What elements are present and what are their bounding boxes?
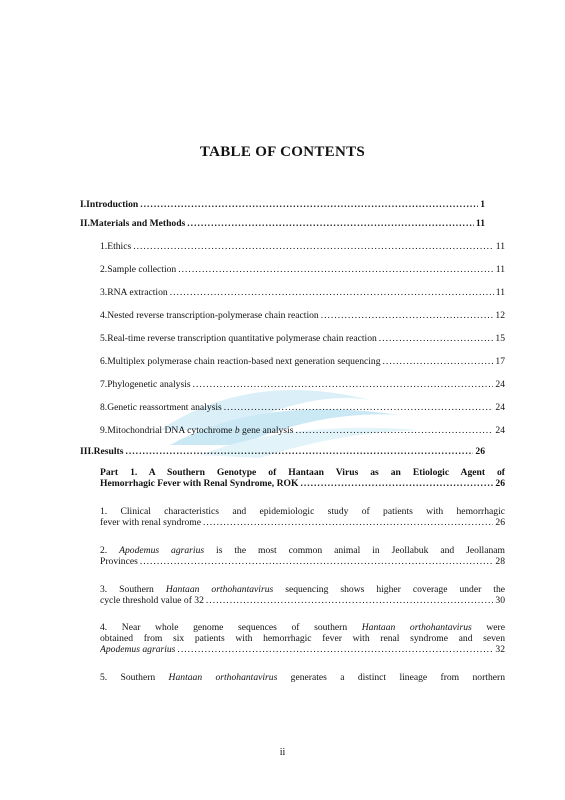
- toc-entry-rt-qpcr[interactable]: [80, 333, 505, 344]
- toc-entry-introduction[interactable]: [80, 199, 485, 210]
- toc-page: 30: [495, 595, 505, 606]
- toc-entry-materials-methods[interactable]: [80, 218, 485, 229]
- toc-number: I.: [80, 199, 87, 210]
- toc-number: 5.: [100, 333, 108, 344]
- toc-label: Real-time reverse transcription quantitative polymerase chain reaction: [107, 333, 377, 344]
- toc-label: Genetic reassortment analysis: [107, 402, 222, 413]
- dot-leader: [383, 356, 494, 367]
- toc-label-line2: Hemorrhagic Fever with Renal Syndrome, ROK: [100, 478, 299, 489]
- toc-page: 15: [495, 333, 505, 344]
- toc-label-line1: Part 1. A Southern Genotype of Hantaan Virus as an Etiologic Agent of: [100, 467, 505, 478]
- toc-number: 9.: [100, 425, 108, 436]
- dot-leader: [125, 446, 473, 457]
- dot-leader: [379, 333, 494, 344]
- dot-leader: [193, 379, 494, 390]
- toc-number: 8.: [100, 402, 108, 413]
- toc-label-line1: 5. Southern Hantaan orthohantavirus generates a distinct lineage from northern: [100, 672, 505, 683]
- toc-entry-section-1[interactable]: [80, 506, 505, 528]
- page-number: ii: [279, 747, 286, 758]
- toc-label: Mitochondrial DNA cytochrome b gene analysis: [107, 425, 294, 436]
- toc-number: 6.: [100, 356, 108, 367]
- toc-label: Sample collection: [107, 264, 177, 275]
- toc-number: 3.: [100, 287, 108, 298]
- toc-entry-section-5[interactable]: [80, 672, 505, 683]
- toc-label: Results: [93, 446, 124, 457]
- toc-page: 11: [495, 287, 505, 298]
- toc-label-line1: 2. Apodemus agrarius is the most common animal in Jeollabuk and Jeollanam: [100, 545, 505, 556]
- toc-entry-phylogenetic-analysis[interactable]: [80, 379, 505, 390]
- toc-label-line2: obtained from six patients with hemorrhagic fever with renal syndrome and seven: [100, 633, 505, 644]
- toc-label-line1: 4. Near whole genome sequences of southern Hantaan orthohantavirus were: [100, 622, 505, 633]
- toc-number: II.: [80, 218, 90, 229]
- toc-entry-sample-collection[interactable]: [80, 264, 505, 275]
- dot-leader: [300, 478, 493, 489]
- dot-leader: [295, 425, 493, 436]
- toc-page: 24: [495, 402, 505, 413]
- toc-number: 7.: [100, 379, 108, 390]
- toc-entry-mitochondrial-dna[interactable]: [80, 425, 505, 436]
- toc-label: Ethics: [107, 241, 132, 252]
- dot-leader: [206, 595, 494, 606]
- dot-leader: [140, 199, 478, 210]
- toc-number: 1.: [100, 241, 108, 252]
- toc-label: Multiplex polymerase chain reaction-based next generation sequencing: [107, 356, 381, 367]
- dot-leader: [177, 644, 493, 655]
- toc-number: III.: [80, 446, 94, 457]
- toc-page: 26: [475, 446, 485, 457]
- toc-label: Phylogenetic analysis: [107, 379, 191, 390]
- toc-label-line3: Apodemus agrarius: [100, 644, 176, 655]
- toc-label-line2: fever with renal syndrome: [100, 517, 201, 528]
- toc-label: RNA extraction: [107, 287, 168, 298]
- dot-leader: [178, 264, 494, 275]
- toc-label-line2: Provinces: [100, 556, 138, 567]
- toc-number: 2.: [100, 264, 108, 275]
- toc-entry-section-2[interactable]: [80, 545, 505, 567]
- toc-page: 26: [495, 517, 505, 528]
- toc-entry-rna-extraction[interactable]: [80, 287, 505, 298]
- toc-page: 17: [495, 356, 505, 367]
- toc-label: Nested reverse transcription-polymerase chain reaction: [107, 310, 319, 321]
- dot-leader: [170, 287, 494, 298]
- toc-page: 11: [495, 264, 505, 275]
- toc-page: 24: [495, 425, 505, 436]
- dot-leader: [133, 241, 494, 252]
- toc-label-line2: cycle threshold value of 32: [100, 595, 204, 606]
- toc-page: 12: [495, 310, 505, 321]
- toc-entry-section-4[interactable]: [80, 622, 505, 655]
- dot-leader: [321, 310, 494, 321]
- toc-number: 4.: [100, 310, 108, 321]
- dot-leader: [140, 556, 494, 567]
- toc-label-line1: 1. Clinical characteristics and epidemiologic study of patients with hemorrhagic: [100, 506, 505, 517]
- toc-label: Materials and Methods: [89, 218, 186, 229]
- toc-entry-nested-rt-pcr[interactable]: [80, 310, 505, 321]
- toc-page: 28: [495, 556, 505, 567]
- toc-entry-results[interactable]: [80, 446, 485, 457]
- toc-page: 26: [495, 478, 505, 489]
- toc-entry-genetic-reassortment[interactable]: [80, 402, 505, 413]
- toc-page: 1: [480, 199, 485, 210]
- dot-leader: [187, 218, 474, 229]
- toc-page: 11: [495, 241, 505, 252]
- toc-page: 24: [495, 379, 505, 390]
- dot-leader: [224, 402, 494, 413]
- dot-leader: [203, 517, 493, 528]
- toc-page: 11: [475, 218, 485, 229]
- toc-entry-section-3[interactable]: [80, 584, 505, 606]
- toc-label-line1: 3. Southern Hantaan orthohantavirus sequencing shows higher coverage under the: [100, 584, 505, 595]
- toc-label: Introduction: [86, 199, 139, 210]
- toc-entry-ethics[interactable]: [80, 241, 505, 252]
- toc-entry-part1[interactable]: [80, 467, 505, 489]
- toc-entry-multiplex-ngs[interactable]: [80, 356, 505, 367]
- page-title: TABLE OF CONTENTS: [199, 144, 366, 160]
- toc-page: 32: [495, 644, 505, 655]
